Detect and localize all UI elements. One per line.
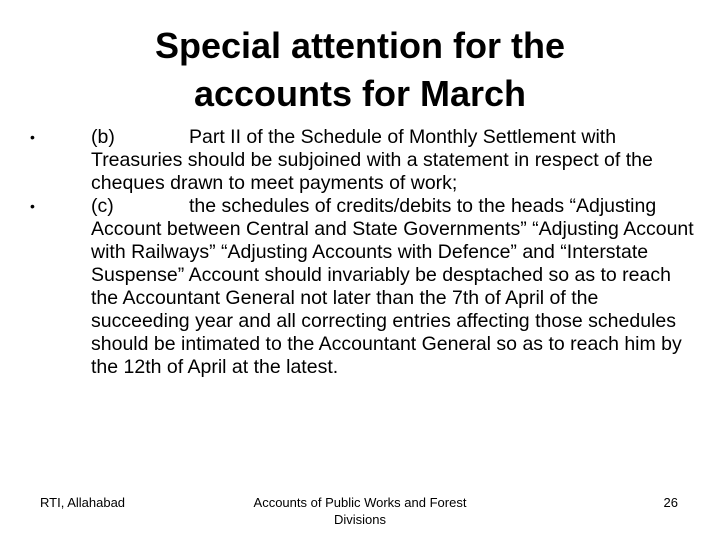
footer-source: RTI, Allahabad [40,495,126,510]
bullet-dot-icon: • [30,198,35,214]
bullet-label: (c) [91,195,114,217]
bullet-list [24,126,694,379]
bullet-text: the schedules of credits/debits to the heads “Adjusting Account between Central and State Governments” “Adjusting Account with Railways” “Adjusting Accounts with Defence” and “Interstate Suspense” Account should invariably be desptached so as to reach the Accountant General not later than the 7th of April of the succeeding year and all correcting entries affecting those schedules should be intimated to the Accountant General so as to reach him by the 12th of April at the latest. [91,195,694,378]
bullet-dot-icon: • [30,129,35,145]
footer-title: Accounts of Public Works and Forest Divisions [253,495,467,527]
bullet-item-b [24,126,694,195]
bullet-label: (b) [91,126,115,148]
slide-title-line-1: Special attention for the [154,25,566,66]
slide-title-line-2: accounts for March [193,73,527,114]
bullet-text: Part II of the Schedule of Monthly Settlement with Treasuries should be subjoined with a statement in respect of the cheques drawn to meet payments of work; [91,126,653,194]
bullet-item-c [24,195,694,379]
slide-title [0,22,720,118]
page-number: 26 [663,495,678,510]
